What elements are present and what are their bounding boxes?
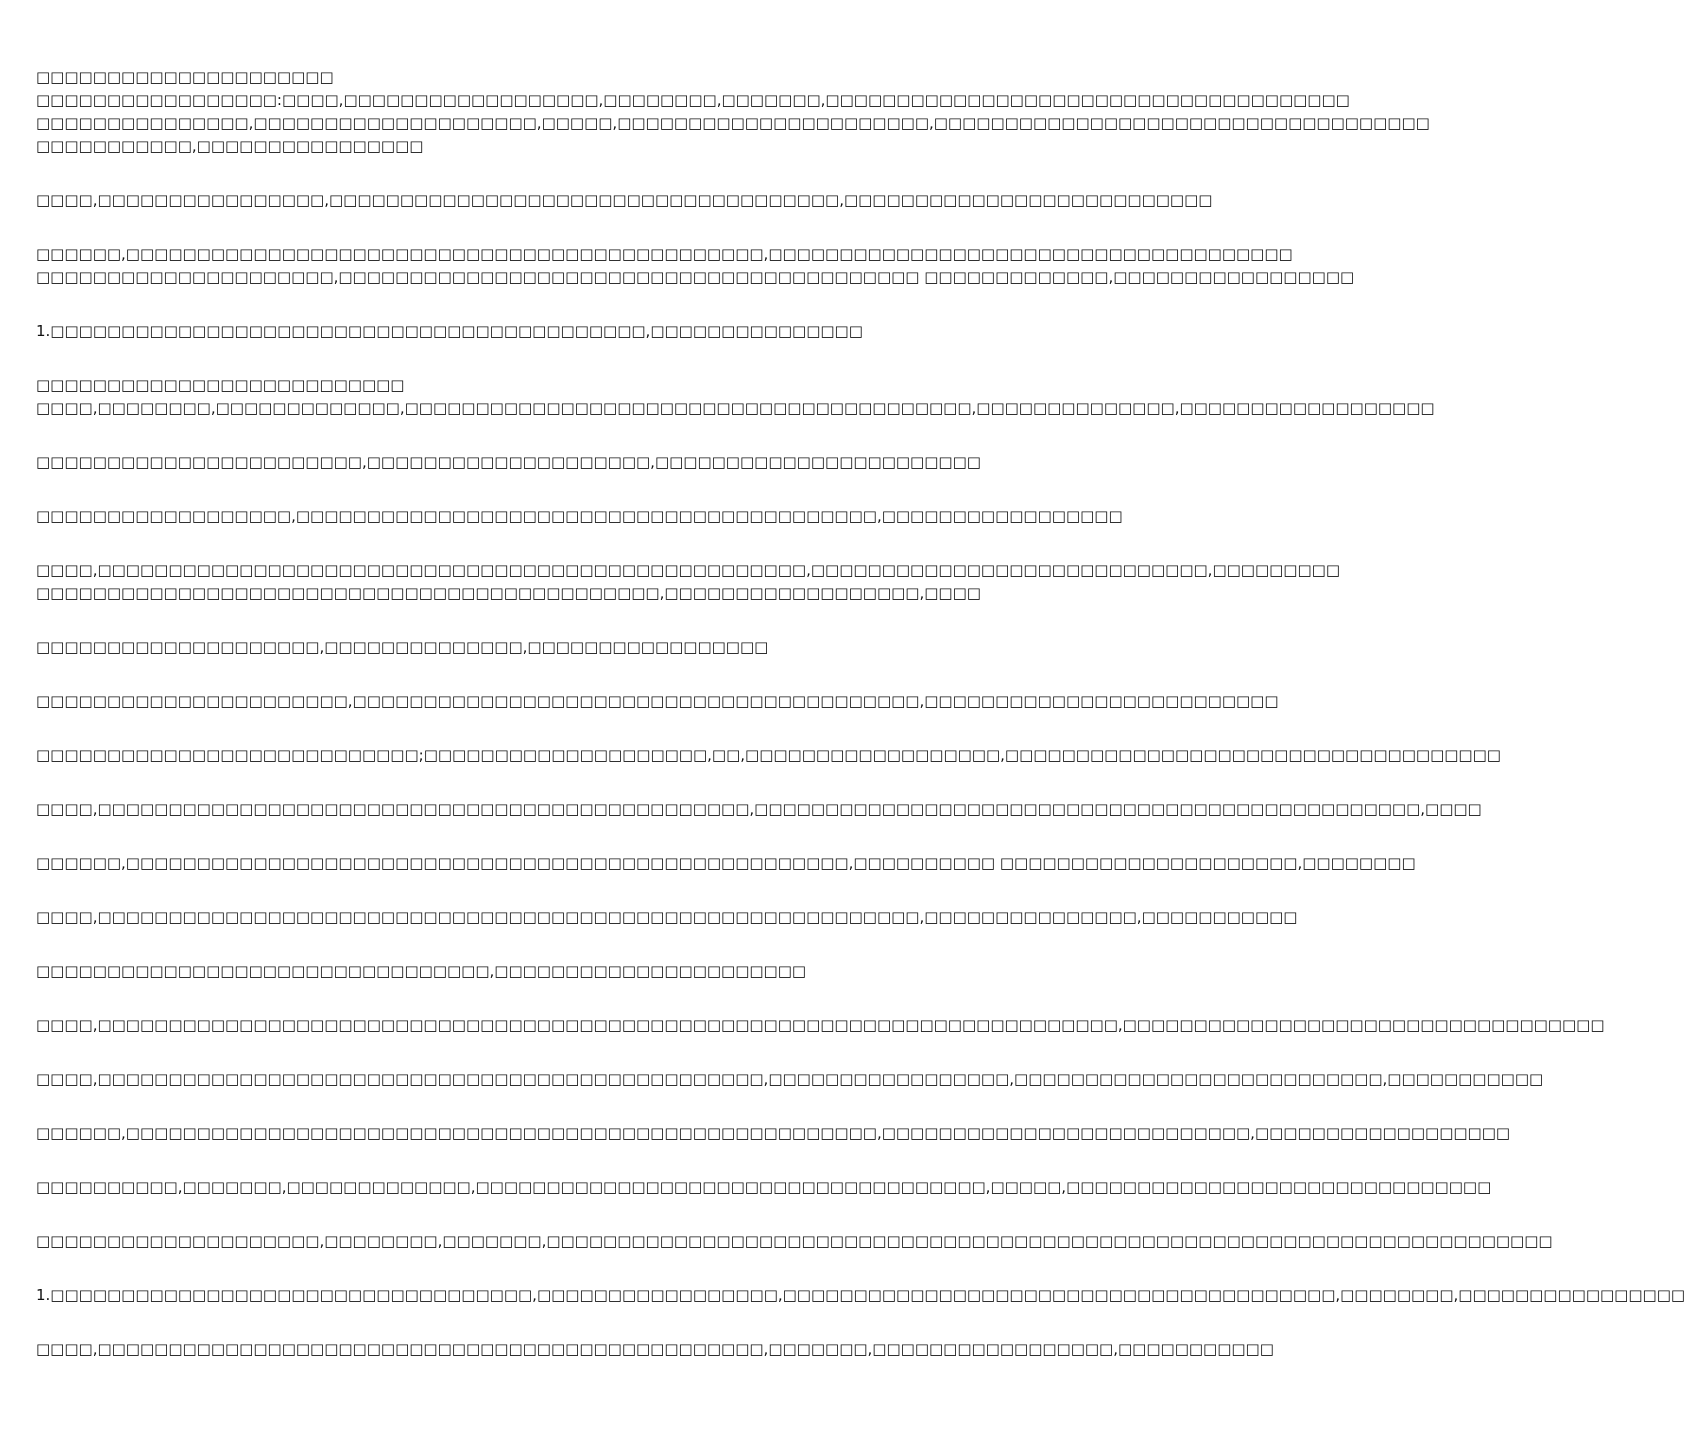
paragraph-12: □□□□,□□□□□□□□□□□□□□□□□□□□□□□□□□□□□□□□□□□□□□□□□□□□□□,□□□□□□□□□□□□□□□□□□□□□□□□□□□□□□□□□□□□□□□□□□□□□□□,□□□□ [36, 800, 1482, 818]
document-body [36, 66, 1685, 1361]
paragraph-13: □□□□□□,□□□□□□□□□□□□□□□□□□□□□□□□□□□□□□□□□□□□□□□□□□□□□□□□□□□,□□□□□□□□□□ □□□□□□□□□□□□□□□□□□□□□,□□□□□□□□ [36, 854, 1416, 872]
paragraph-14: □□□□,□□□□□□□□□□□□□□□□□□□□□□□□□□□□□□□□□□□□□□□□□□□□□□□□□□□□□□□□□□,□□□□□□□□□□□□□□□,□□□□□□□□□□□ [36, 908, 1298, 926]
paragraph-16: □□□□,□□□□□□□□□□□□□□□□□□□□□□□□□□□□□□□□□□□□□□□□□□□□□□□□□□□□□□□□□□□□□□□□□□□□□□□□,□□□□□□□□□□□□□□□□□□□□□□□□□□□□□□□□□□ [36, 1016, 1605, 1034]
paragraph-2: □□□□,□□□□□□□□□□□□□□□□,□□□□□□□□□□□□□□□□□□□□□□□□□□□□□□□□□□□□,□□□□□□□□□□□□□□□□□□□□□□□□□□ [36, 191, 1213, 209]
paragraph-15: □□□□□□□□□□□□□□□□□□□□□□□□□□□□□□□□,□□□□□□□□□□□□□□□□□□□□□□ [36, 962, 807, 980]
paragraph-heading-1: □□□□□□□□□□□□□□□□□□□□□ [36, 68, 334, 86]
paragraph-19: □□□□□□□□□□,□□□□□□□,□□□□□□□□□□□□□,□□□□□□□□□□□□□□□□□□□□□□□□□□□□□□□□□□□□,□□□□□,□□□□□□□□□□□□□□□□□□□□□□□□□□□□□□ [36, 1178, 1492, 1196]
paragraph-5: □□□□,□□□□□□□□,□□□□□□□□□□□□□,□□□□□□□□□□□□□□□□□□□□□□□□□□□□□□□□□□□□□□□□,□□□□□□□□□□□□□□,□□□□□□□□□□□□□□□□□□ [36, 399, 1435, 417]
paragraph-18: □□□□□□,□□□□□□□□□□□□□□□□□□□□□□□□□□□□□□□□□□□□□□□□□□□□□□□□□□□□□,□□□□□□□□□□□□□□□□□□□□□□□□□□,□□□□□□□□□□□□□□□□□□ [36, 1124, 1511, 1142]
paragraph-4-numbered: 1.□□□□□□□□□□□□□□□□□□□□□□□□□□□□□□□□□□□□□□□□□□,□□□□□□□□□□□□□□□ [36, 322, 863, 340]
paragraph-1: □□□□□□□□□□□□□□□□□:□□□□,□□□□□□□□□□□□□□□□□□,□□□□□□□□,□□□□□□□,□□□□□□□□□□□□□□□□□□□□□□□□□□□□□□□□□□□□□ □□□□□□□□□□□□□□□,□□□□□□□□□□□□□□□□□□□□,□□□□□,□□□□□□□□□□□□□□□□□□□□□□,□□□□□□□□□□□□□□□□□□□□□□□□□□□□□□□□□□□ □□□□□□□□□□□,□□□□□□□□□□□□□□□□ [36, 91, 1430, 155]
paragraph-9: □□□□□□□□□□□□□□□□□□□□,□□□□□□□□□□□□□□,□□□□□□□□□□□□□□□□□ [36, 638, 769, 656]
paragraph-8: □□□□,□□□□□□□□□□□□□□□□□□□□□□□□□□□□□□□□□□□□□□□□□□□□□□□□□□,□□□□□□□□□□□□□□□□□□□□□□□□□□□□,□□□□□□□□□ □□□□□□□□□□□□□□□□□□□□□□□□□□□□□□□□□□□□□□□□□□□□,□□□□□□□□□□□□□□□□□□,□□□□ [36, 561, 1340, 602]
paragraph-heading-2: □□□□□□□□□□□□□□□□□□□□□□□□□□ [36, 376, 405, 394]
paragraph-11: □□□□□□□□□□□□□□□□□□□□□□□□□□□;□□□□□□□□□□□□□□□□□□□□,□□,□□□□□□□□□□□□□□□□□□,□□□□□□□□□□□□□□□□□□□□□□□□□□□□□□□□□□□ [36, 746, 1501, 764]
paragraph-3: □□□□□□,□□□□□□□□□□□□□□□□□□□□□□□□□□□□□□□□□□□□□□□□□□□□□,□□□□□□□□□□□□□□□□□□□□□□□□□□□□□□□□□□□□□ □□□□□□□□□□□□□□□□□□□□□,□□□□□□□□□□□□□□□□□□□□□□□□□□□□□□□□□□□□□□□□□ □□□□□□□□□□□□□,□□□□□□□□□□□□□□□□□ [36, 245, 1355, 286]
paragraph-20: □□□□□□□□□□□□□□□□□□□□,□□□□□□□□,□□□□□□□,□□□□□□□□□□□□□□□□□□□□□□□□□□□□□□□□□□□□□□□□□□□□□□□□□□□□□□□□□□□□□□□□□□□□□□□ [36, 1232, 1553, 1250]
paragraph-17: □□□□,□□□□□□□□□□□□□□□□□□□□□□□□□□□□□□□□□□□□□□□□□□□□□□□,□□□□□□□□□□□□□□□□□,□□□□□□□□□□□□□□□□□□□□□□□□□□,□□□□□□□□□□□ [36, 1070, 1544, 1088]
paragraph-7: □□□□□□□□□□□□□□□□□□,□□□□□□□□□□□□□□□□□□□□□□□□□□□□□□□□□□□□□□□□□,□□□□□□□□□□□□□□□□□ [36, 507, 1123, 525]
paragraph-22: □□□□,□□□□□□□□□□□□□□□□□□□□□□□□□□□□□□□□□□□□□□□□□□□□□□□,□□□□□□□,□□□□□□□□□□□□□□□□□,□□□□□□□□□□□ [36, 1340, 1274, 1358]
paragraph-21-numbered: 1.□□□□□□□□□□□□□□□□□□□□□□□□□□□□□□□□□□,□□□□□□□□□□□□□□□□□,□□□□□□□□□□□□□□□□□□□□□□□□□□□□□□□□□□□□□□□,□□□□□□□□,□□□□□□□□□□□□□□□□ [36, 1286, 1685, 1304]
paragraph-10: □□□□□□□□□□□□□□□□□□□□□□,□□□□□□□□□□□□□□□□□□□□□□□□□□□□□□□□□□□□□□□□,□□□□□□□□□□□□□□□□□□□□□□□□□ [36, 692, 1279, 710]
paragraph-6: □□□□□□□□□□□□□□□□□□□□□□□,□□□□□□□□□□□□□□□□□□□□,□□□□□□□□□□□□□□□□□□□□□□□ [36, 453, 981, 471]
